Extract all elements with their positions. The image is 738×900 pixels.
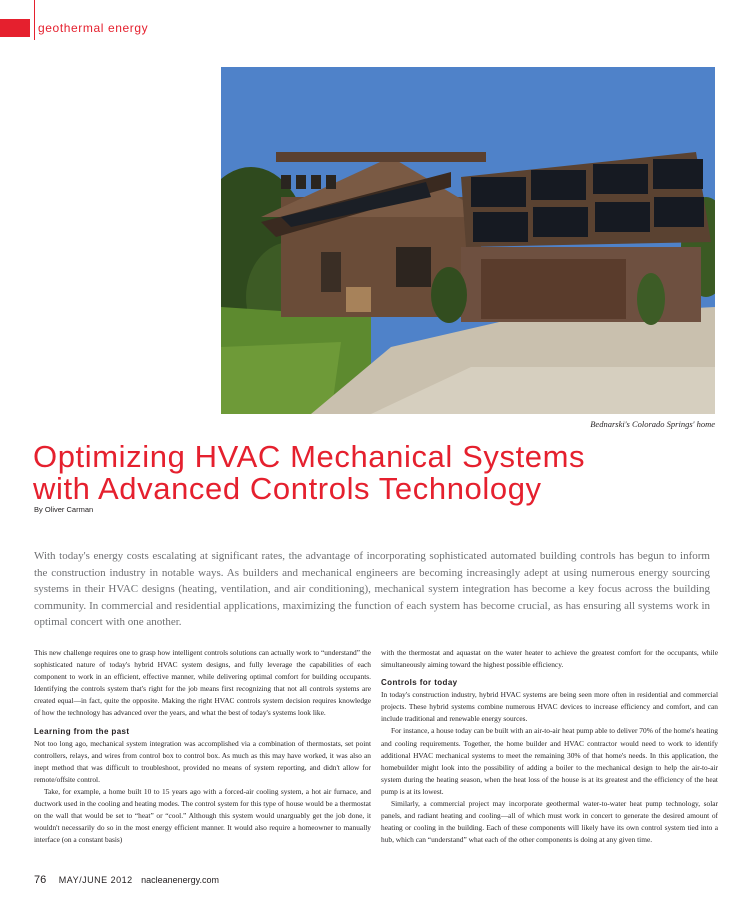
body-paragraph: Similarly, a commercial project may incorporate geothermal water-to-water heat pump technology, solar panels, and radiant heating and cooling—all of which must work in concert to generate the desired amount of heating or cooling in the building. Each of these components will likely have its own control system tied into a hub, which can “understand” what each of the other components is doing at any given time. — [381, 799, 718, 845]
body-paragraph: Not too long ago, mechanical system integration was accomplished via a combination of thermostats, set point controllers, relays, and wires from control box to control box. As much as this may have worked, it was also an inept method that was difficult to troubleshoot, provided no means of system reporting, and didn't allow for remote/offsite control. — [34, 738, 371, 784]
article-title — [33, 441, 723, 505]
byline: By Oliver Carman — [34, 505, 94, 514]
issue-date: MAY/JUNE 2012 — [58, 875, 133, 885]
body-paragraph: This new challenge requires one to grasp how intelligent controls solutions can actually work to “understand” the sophisticated nature of today's hybrid HVAC system designs, and fully leverage the capabilities of each component to work in an efficient, effective manner, while delivering optimal comfort for building occupants. Identifying the controls system that's right for the job means first recognizing that not all controls systems are created equal—in fact, quite the opposite. Making the right HVAC controls system decision requires knowledge of how the technology has advanced over the years, and what the best of today's systems look like. — [34, 648, 371, 718]
photo-caption: Bednarski's Colorado Springs' home — [590, 419, 715, 429]
subheading-controls-for-today: Controls for today — [381, 678, 458, 688]
section-label: geothermal energy — [38, 21, 149, 35]
title-line-1: Optimizing HVAC Mechanical Systems — [33, 439, 586, 474]
body-paragraph: Take, for example, a home built 10 to 15 years ago with a forced-air cooling system, a hot air furnace, and ductwork used in the cooling and heating modes. The control system for this type of house would be a thermostat on the wall that would be set to “heat” or “cool.” Although this system would unarguably get the job done, it wouldn't necessarily do so in the most energy efficient manner. It would also require a homeowner to manually interface (on a constant basis) — [34, 786, 371, 845]
subheading-learning-from-the-past: Learning from the past — [34, 726, 130, 736]
body-paragraph: with the thermostat and aquastat on the water heater to achieve the greatest comfort for the occupants, while simultaneously aiming toward the highest possible efficiency. — [381, 648, 718, 670]
right-column — [381, 647, 718, 846]
body-paragraph: For instance, a house today can be built with an air-to-air heat pump able to deliver 70% of the home's heating and cooling requirements. Together, the home builder and HVAC contractor would need to work to identify additional HVAC mechanical systems to meet the remaining 30% of that home's needs. In this application, the homebuilder might look into the possibility of adding a boiler to the mechanical design to help the air-to-air system during the heating season, when the heat loss of the house is at its greatest and the efficiency of the heat pump is at its lowest. — [381, 726, 718, 796]
page-footer — [34, 874, 219, 886]
website-link[interactable]: nacleanenergy.com — [141, 875, 220, 885]
page-number: 76 — [34, 874, 47, 886]
house-photo — [221, 67, 715, 414]
section-divider — [34, 0, 35, 40]
left-column — [34, 647, 371, 846]
section-marker — [0, 19, 30, 37]
body-paragraph: In today's construction industry, hybrid HVAC systems are being seen more often in residential and commercial projects. These hybrid systems combine numerous HVAC devices to increase efficiency and comfort, and can include traditional and renewable energy sources. — [381, 690, 718, 724]
intro-paragraph: With today's energy costs escalating at significant rates, the advantage of incorporating sophisticated automated building controls has begun to inform the construction industry in notable ways. As builders and mechanical engineers are becoming increasingly adept at using numerous energy sourcing systems in their HVAC designs (heating, ventilation, and air conditioning), mechanical system integration has become a key focus across the building community. In commercial and residential applications, maximizing the function of each system has become crucial, as has ensuring all systems work in optimal concert with one another. — [34, 550, 710, 629]
title-line-2: with Advanced Controls Technology — [33, 471, 542, 506]
